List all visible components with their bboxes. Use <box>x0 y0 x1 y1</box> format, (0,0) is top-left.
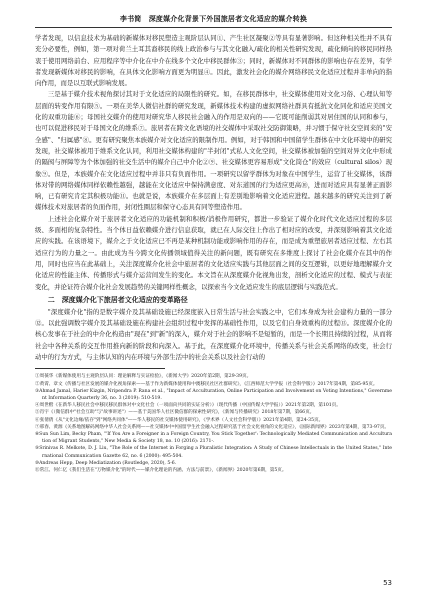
footnotes <box>35 373 392 474</box>
body-paragraph-1: 学者发现，以信息技术为基础的新媒体对移民塑造主观阶层认同①、产生社区凝聚②等具有显著影响。但这种相关性并不具有充分必要性，例如，第一项对荷兰土耳其裔移民的线上政治参与与其文化融入/疏化的相关性研究发现，疏化倾向的移民同样热衷于使用网络前台、应用程序等中介化在中介在线多个文化中移民群体③；同时，新媒体对不同群体的影响也存在差异，有学者发现新媒体对移民的影响，在具体文化影响方面更为明显④。因此，激发社会化的媒介网络移民文化适应过程并非单向的指向作用，而是以互联式影响发展。 <box>35 34 392 88</box>
body-paragraph-2: 三是基于媒介技术视角探讨其对于文化适应的局限性的研究。如，在移民群体中，社交媒体使用对文化习俗、心理认知等层面的转变作用有限⑤。一项在美华人微信社群的研究发现，新媒体技术构建的虚拟网络社群具有抵抗文化同化和适应美国文化的双重功能⑥；母国社交媒介的使用对研究华人移民社会融入的作用是双向的——它既可能削弱其对居住国的认同和参与，也可以促进移民对于母国文化的维系⑦。旅居者在跨文化语境的社交媒体中采取社交防御策略，并习惯于保守社交空间来的"安全感"、"归属感"⑧。更有研究聚焦本族媒介对文化适应的限制作用。例如，对于韩国和中国留学生群体在中文化环境中的研究发现，社交媒体被用于维系文化认同，利用社交媒体构建的"半封闭"式私人文化空间，社交媒体被加强的空间对异文化中形成的隔阂与屏障等为个体加强的社交生活中的媒介自己中介化②⑨、社交媒体更容易形成"文化筒仓"的效应（cultural silos）现象⑨。但是，本族媒介在文化适应过程中并非只有负面作用。一项研究以留学群体为对象在中国学生，运营了社交媒体，该群体对带的网络媒体同样依赖性越强，越能在文化适应中保持满意度、对东道国的行为适应更高⑩，进而对适应具有显著正面影响，已有研究肯定其积极功能⑪。也就是说，本族媒介在多层面上有差别地影响着文化适应进程。越来越多的研究关注到了新媒体技术对旅居者的负面作用，封闭性圈层和保守心态具有同等塑造作用。 <box>35 90 392 212</box>
footnote: ⑧Sun Sun Lim, Becky Pham, "'If You Are a Foreigner in a Foreign Country, You Stick Together': Technologically Mediated Communication and Acculturation of Migrant Students," New Media & Society 18, no. 10 (2016): 2171-. <box>35 431 392 445</box>
running-header: 李书简 深度媒介化背景下外国旅居者文化适应的媒介转换 <box>119 14 308 23</box>
footnote: ⑤肖宇《（微信群中"社会互助"与"故事讲述"）——基于美国华人社区微信群的探索性研究》，《新闻与传播研究》2018年第7期，第66页。 <box>35 410 315 416</box>
footnote-divider <box>35 368 165 369</box>
body-paragraph-4: "深度媒介化"指的是数字媒介及其基础设施已经深度嵌入日常生活与社会实践之中，它们本身成为社会建构力量的一部分⑫。以此强调数字媒介及其基础设施在构建社会组织过程中发挥的基础性作用，以及它们自身效重构的过程⑬。深度媒介化的核心发事在于社会的中介化构造由"现在"到"新"的深入，媒介对于社会的影响不是短暂的，而是一个长期且持续的过程，从而将社会中各种关系的交互作用推向新的阶段和向深入。基于此，在深度媒介化环境中，传播关系与社会关系网络的改变，社会行动中的行为方式，与主体认知的内在环境与外部生活中的社会关系以及社会行动的 <box>35 307 392 362</box>
header-divider <box>35 27 392 28</box>
footnote: ②黄霄、章文《传播与社区发展的媒介化视角探索——基于作为新媒体使用和中澳移民社区社群研究》，《江西师范大学学报（社会科学版）》2017年第4期，第85-95页。 <box>35 381 378 387</box>
footnote: ⑦邢春、黄源《关系地图解码网络中华人社会关系网——社交媒体中中国留学生社会融入过程研究基于社会文化视角的文化适应》，《国际新闻界》2023年第4期，第73-97页。 <box>35 424 390 430</box>
footnote: ④周世楷《在新华人移民社会中移民移民群体对中文化社会（一项面向共同的实证分析）》（现代传播（中国传媒大学学报）》2021年第2期，第101页。 <box>35 403 341 409</box>
page-number: 53 <box>383 579 392 587</box>
footnote: ⑥张倩倩《从"文化边缘/依存"到"网络共同体"——华人移民的社交媒体使用研究》，《学术界（人文社会科学版）》2021年第4期，第24-35页。 <box>35 417 324 423</box>
footnote: ⑩Andreas Hepp, Deep Mediatization (Routledge, 2020), 5-6. <box>35 460 177 466</box>
section-heading: 二 深度媒介化下旅居者文化适应的变革路径 <box>47 295 188 304</box>
footnote: ⑪常江、何仁亿《我们生活在"万物媒介化"的时代——媒介化理论的内涵、方法与前景》，《新闻界》2020年第6期，第5页。 <box>35 467 287 473</box>
footnote: ①周葆华《新媒体使用与主观阶层认同：理论解释与实证检验》，《新闻大学》2020年第2期，第29-39页。 <box>35 374 252 380</box>
body-paragraph-3: 上述社会化媒介对于旅居者文化适应的功能机制和积极/消极作用研究，都进一步验证了媒介化时代文化适应过程的多层级、多面相的复杂特性。当个体日益依赖媒介进行信息获取，就已在人际交往上作出了相对应的改变，并深刻影响着其文化适应的实践。在该语境下，媒介之于文化适应已不再是某种机制功能或影响作用的存在，而是成为重塑旅居者适应过程、左右其适应行为的力量之一。由此成为当今跨文化传播领域值得关注的新问题，既有研究在多维度上探讨了社会化媒介在其中的作用，同时也应当在此基础上，关注深度媒介化社会中旅居者的文化适应实践与其他层面之间的交互逻辑，以更好地理解媒介文化适应的性能主体、传播形式与媒介运营间发生的变化。本文旨在从深度媒介化视角出发，剖析文化适应的过程、模式与表征变化，并论证符合媒介化社会发展趋势的关键网样性概念，以探索当今文化适应发生的底层逻辑与实践范式。 <box>35 214 392 291</box>
footnote: ③Ahmad Jamal, Harier Kizgin, Nripendra P. Rana et al., "Impact of Acculturation, Online Participation and Involvement on Voting Intentions," Government Information Quarterly 36, no. 3 (2019): 510-519. <box>35 388 392 401</box>
footnote: ⑨Srinivas R. Melkote, D. J. Liu, "The Role of the Internet in Forging a Pluralistic Integration: A Study of Chinese Intellectuals in the United States," International Communication Gazette 62, no. 6 (2000): 495-504. <box>35 446 392 459</box>
